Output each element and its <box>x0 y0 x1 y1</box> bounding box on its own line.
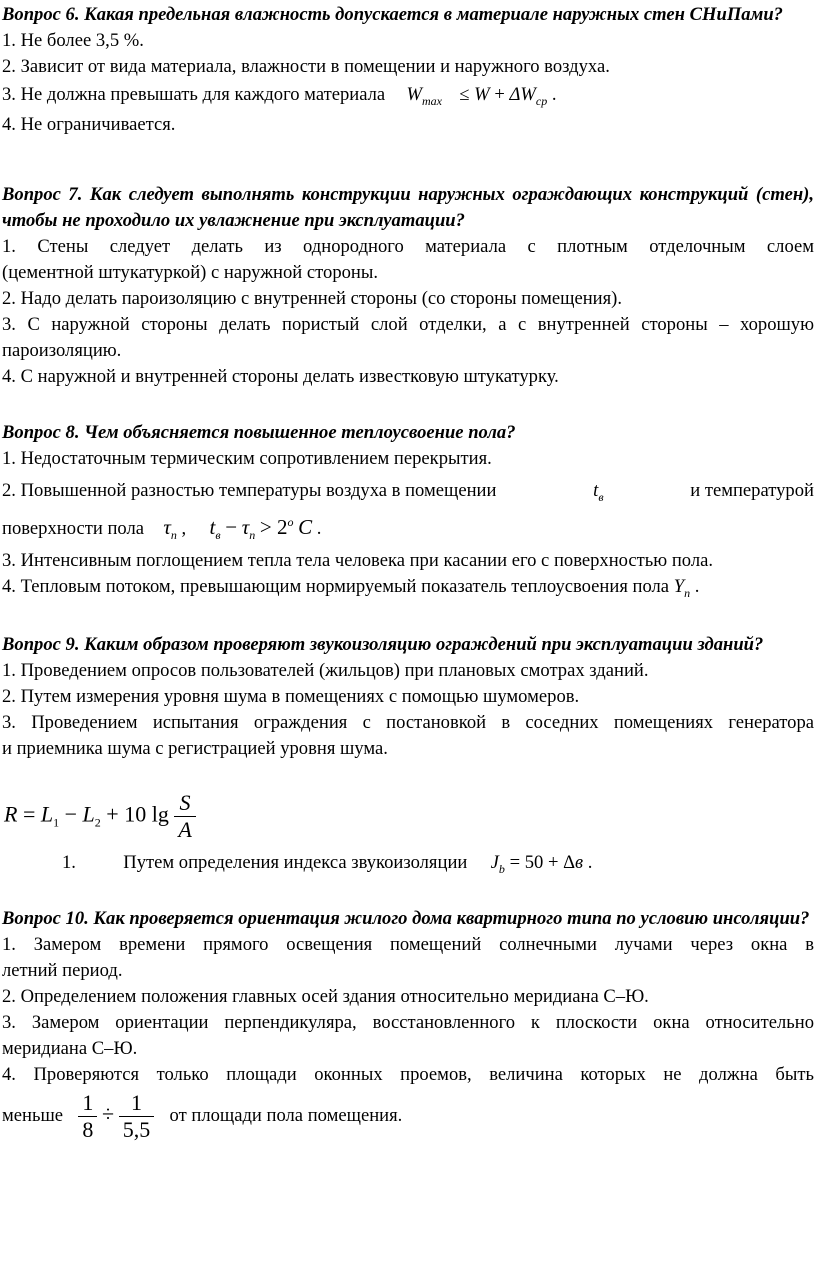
question-8-answer-3: 3. Интенсивным поглощением тепла тела человека при касании его с поверхностью пола. <box>2 550 714 571</box>
question-9 <box>2 632 814 762</box>
formula-operator: + 10 lg <box>106 801 169 827</box>
formula-subscript: max <box>421 94 442 108</box>
formula-subscript: п <box>249 528 256 542</box>
fraction-one-eighth <box>78 1090 97 1143</box>
fraction-numerator: S <box>174 790 195 817</box>
question-10-answer-2: 2. Определением положения главных осей здания относительно меридиана С–Ю. <box>2 986 649 1007</box>
formula-end: . <box>316 518 322 539</box>
formula-subscript: 1 <box>53 815 60 830</box>
question-9-title: Вопрос 9. Каким образом проверяют звукоизоляцию ограждений при эксплуатации зданий? <box>2 634 764 655</box>
fraction-numerator: 1 <box>119 1090 155 1117</box>
question-7-answer-4: 4. С наружной и внутренней стороны делать известковую штукатурку. <box>2 366 559 387</box>
answer-text: поверхности пола <box>2 518 144 539</box>
formula-symbol: W <box>406 84 422 105</box>
question-9-answer-3-line-2: и приемника шума с регистрацией уровня шума. <box>2 738 388 759</box>
formula-subscript: п <box>684 586 691 600</box>
question-10-answer-3-line-1: 3. Замером ориентации перпендикуляра, восстановленного к плоскости окна относительно <box>2 1012 814 1033</box>
fraction-one-over-five-point-five <box>119 1090 155 1143</box>
question-9-answer-2: 2. Путем измерения уровня шума в помещениях с помощью шумомеров. <box>2 686 580 707</box>
question-6-answer-1: 1. Не более 3,5 %. <box>2 30 144 51</box>
question-6 <box>2 2 814 138</box>
question-8-answer-2-line-2 <box>2 514 814 542</box>
question-10-answer-4-line-1: 4. Проверяются только площади оконных проемов, величина которых не должна быть <box>2 1064 814 1085</box>
formula-operator: − <box>64 801 78 827</box>
formula-symbol: R <box>4 801 18 827</box>
formula-symbol: τ <box>163 515 171 539</box>
question-8-title: Вопрос 8. Чем объясняется повышенное теплоусвоение пола? <box>2 422 516 443</box>
question-7-title: Вопрос 7. Как следует выполнять конструкции наружных ограждающих конструкций (стен), чтобы не проходило их увлажнение при эксплуатации? <box>2 184 814 231</box>
formula-symbol: L <box>40 801 54 827</box>
list-number: 1. <box>62 852 76 873</box>
fraction-numerator: 1 <box>78 1090 97 1117</box>
formula-symbol: t <box>593 480 599 501</box>
question-8-answer-1: 1. Недостаточным термическим сопротивлением перекрытия. <box>2 448 492 469</box>
formula-symbol: W <box>474 84 490 105</box>
question-10 <box>2 906 814 1143</box>
answer-text: 3. Не должна превышать для каждого материала <box>2 84 386 105</box>
question-8-answer-4 <box>2 574 814 600</box>
formula-operator: ≤ <box>459 84 470 105</box>
formula-symbol: Y <box>673 576 685 597</box>
formula-subscript: b <box>498 862 505 876</box>
answer-text: 4. Тепловым потоком, превышающим нормируемый показатель теплоусвоения пола <box>2 576 670 597</box>
formula-subscript: cp <box>535 94 548 108</box>
question-9-answer-4 <box>62 850 592 876</box>
answer-text: и температурой <box>690 480 814 501</box>
answer-text: меньше <box>2 1104 64 1126</box>
formula-operator: ÷ <box>102 1100 115 1126</box>
formula-end: . <box>551 84 557 105</box>
fraction-denominator: 8 <box>82 1117 94 1142</box>
question-7-answer-1-line-1: 1. Стены следует делать из однородного материала с плотным отделочным слоем <box>2 236 814 257</box>
question-7 <box>2 182 814 390</box>
answer-text: Путем определения индекса звукоизоляции <box>123 852 468 873</box>
formula-operator: + <box>494 84 505 105</box>
formula-expression: = 50 + Δ <box>509 852 576 873</box>
question-7-answer-3-line-2: пароизоляцию. <box>2 340 122 361</box>
question-10-title: Вопрос 10. Как проверяется ориентация жилого дома квартирного типа по условию инсоляции? <box>2 908 810 929</box>
question-7-answer-2: 2. Надо делать пароизоляцию с внутренней стороны (со стороны помещения). <box>2 288 622 309</box>
formula-separator: , <box>181 518 187 539</box>
question-10-answer-1-line-2: летний период. <box>2 960 123 981</box>
answer-text: от площади пола помещения. <box>169 1104 403 1126</box>
sound-insulation-formula <box>4 790 196 843</box>
formula-symbol: в <box>575 852 584 873</box>
question-8-answer-2-line-1 <box>2 478 814 504</box>
formula-symbol: L <box>82 801 95 827</box>
formula-superscript: o <box>287 515 294 529</box>
question-6-answer-3 <box>2 82 814 108</box>
formula-symbol: J <box>490 852 499 873</box>
formula-end: . <box>587 852 593 873</box>
question-9-answer-3-line-1: 3. Проведением испытания ограждения с постановкой в соседних помещениях генератора <box>2 712 814 733</box>
formula-symbol: C <box>298 515 313 539</box>
fraction-denominator: 5,5 <box>122 1117 151 1142</box>
question-7-answer-3-line-1: 3. С наружной стороны делать пористый слой отделки, а с внутренней стороны – хорошую <box>2 314 814 335</box>
formula-symbol: ΔW <box>509 84 536 105</box>
formula-end: . <box>694 576 700 597</box>
formula-operator: = <box>22 801 36 827</box>
answer-text: 2. Повышенной разностью температуры воздуха в помещении <box>2 480 497 501</box>
formula-subscript: в <box>215 528 221 542</box>
formula-operator: > 2 <box>259 515 288 539</box>
question-6-answer-4: 4. Не ограничивается. <box>2 114 176 135</box>
question-6-title: Вопрос 6. Какая предельная влажность допускается в материале наружных стен СНиПами? <box>2 4 783 25</box>
formula-subscript: 2 <box>94 815 101 830</box>
formula-symbol: τ <box>241 515 250 539</box>
formula-subscript: п <box>170 528 177 542</box>
question-8 <box>2 420 814 600</box>
question-7-answer-1-line-2: (цементной штукатуркой) с наружной стороны. <box>2 262 379 283</box>
formula-fraction <box>174 790 195 843</box>
question-6-answer-2: 2. Зависит от вида материала, влажности в помещении и наружного воздуха. <box>2 56 610 77</box>
formula-operator: − <box>225 515 238 539</box>
question-9-answer-1: 1. Проведением опросов пользователей (жильцов) при плановых смотрах зданий. <box>2 660 649 681</box>
fraction-denominator: A <box>178 817 192 842</box>
question-10-answer-1-line-1: 1. Замером времени прямого освещения помещений солнечными лучами через окна в <box>2 934 814 955</box>
question-10-answer-4-line-2 <box>2 1090 814 1143</box>
formula-symbol: t <box>209 515 216 539</box>
formula-subscript: в <box>598 490 604 504</box>
question-10-answer-3-line-2: меридиана С–Ю. <box>2 1038 138 1059</box>
